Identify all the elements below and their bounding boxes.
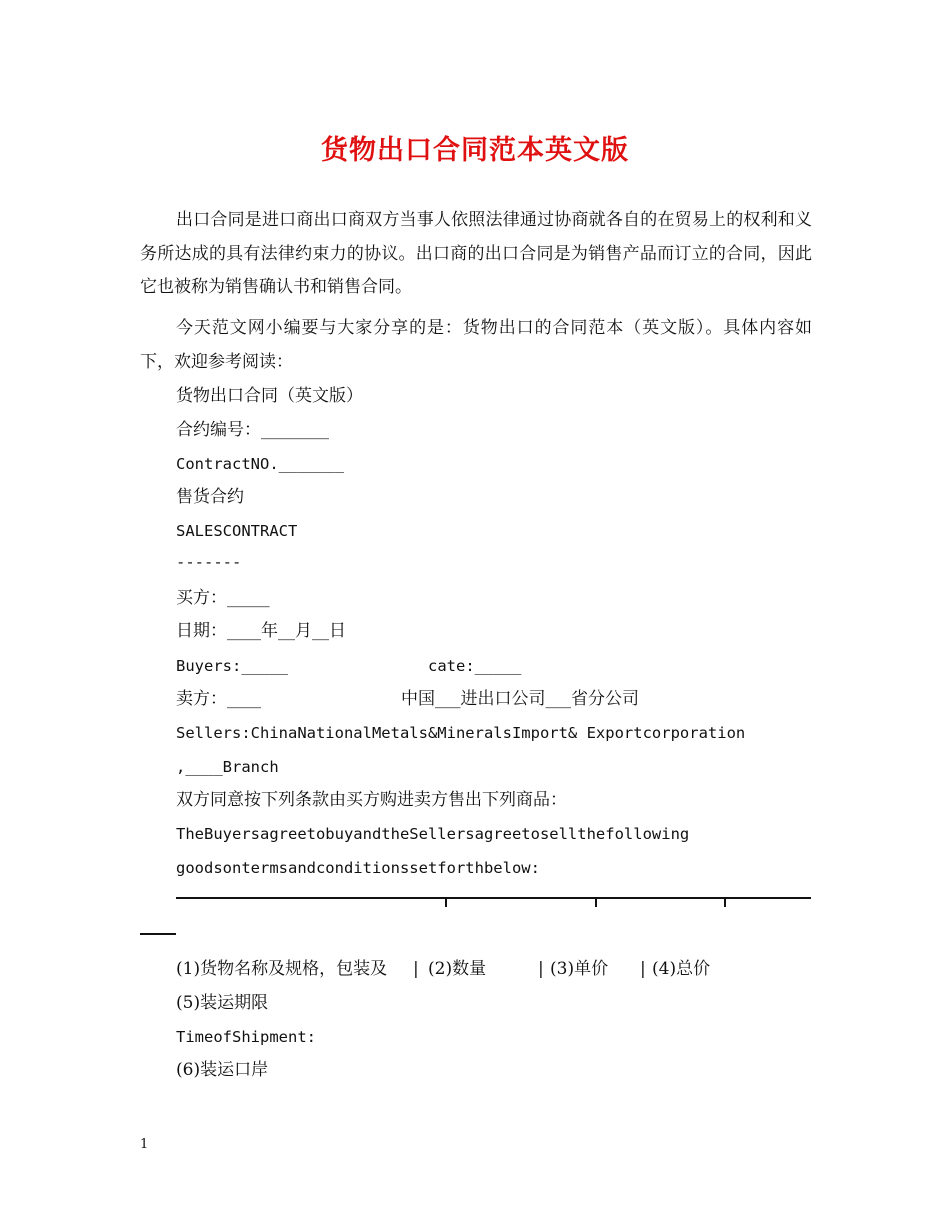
intro-paragraph-1: 出口合同是进口商出口商双方当事人依照法律通过协商就各自的在贸易上的权利和义务所达成的具有法律约束力的协议。出口商的出口合同是为销售产品而订立的合同，因此它也被称为销售确认书和销售合同。 (140, 210, 812, 297)
table-header-total-price: (4)总价 (652, 959, 711, 979)
table-header-divider: | (413, 959, 419, 979)
agreement-en-line-1: TheBuyersagreetobuyandtheSellersagreetosellthefollowing (176, 825, 690, 843)
contract-number-en: ContractNO._______ (176, 455, 344, 473)
seller-cn: 卖方：____ (176, 689, 261, 709)
contract-number-cn: 合约编号：________ (176, 420, 329, 440)
buyers-en: Buyers:_____ (176, 657, 288, 675)
agreement-en-line-2: goodsontermsandconditionssetforthbelow: (176, 859, 540, 877)
page-number: 1 (140, 1137, 149, 1152)
table-column-divider (595, 897, 597, 907)
table-rule-continuation (140, 933, 176, 935)
separator-dashes: ------- (176, 553, 242, 571)
document-title: 货物出口合同范本英文版 (321, 135, 629, 166)
loading-port-cn: (6)装运口岸 (176, 1060, 269, 1080)
shipment-time-cn: (5)装运期限 (176, 993, 269, 1013)
table-column-divider (445, 897, 447, 907)
buyer-cn: 买方：_____ (176, 588, 270, 608)
sales-contract-en: SALESCONTRACT (176, 522, 298, 540)
sellers-en: Sellers:ChinaNationalMetals&MineralsImport& Exportcorporation (176, 724, 746, 742)
date-en: cate:_____ (428, 657, 522, 675)
table-top-rule (176, 897, 811, 899)
contract-heading: 货物出口合同（英文版） (176, 386, 363, 406)
sales-contract-cn: 售货合约 (176, 487, 244, 507)
table-header-divider: | (538, 959, 544, 979)
table-column-divider (724, 897, 726, 907)
shipment-time-en: TimeofShipment: (176, 1028, 316, 1046)
intro-paragraph-2: 今天范文网小编要与大家分享的是：货物出口的合同范本（英文版）。具体内容如下，欢迎参考阅读： (140, 318, 812, 372)
seller-company-cn: 中国___进出口公司___省分公司 (401, 689, 639, 709)
branch-en: ,____Branch (176, 758, 279, 776)
date-cn: 日期：____年__月__日 (176, 621, 346, 641)
table-header-goods: (1)货物名称及规格，包装及 (176, 959, 388, 979)
table-header-quantity: (2)数量 (428, 959, 487, 979)
agreement-cn: 双方同意按下列条款由买方购进卖方售出下列商品： (176, 790, 567, 810)
table-header-unit-price: (3)单价 (550, 959, 609, 979)
table-header-divider: | (640, 959, 646, 979)
